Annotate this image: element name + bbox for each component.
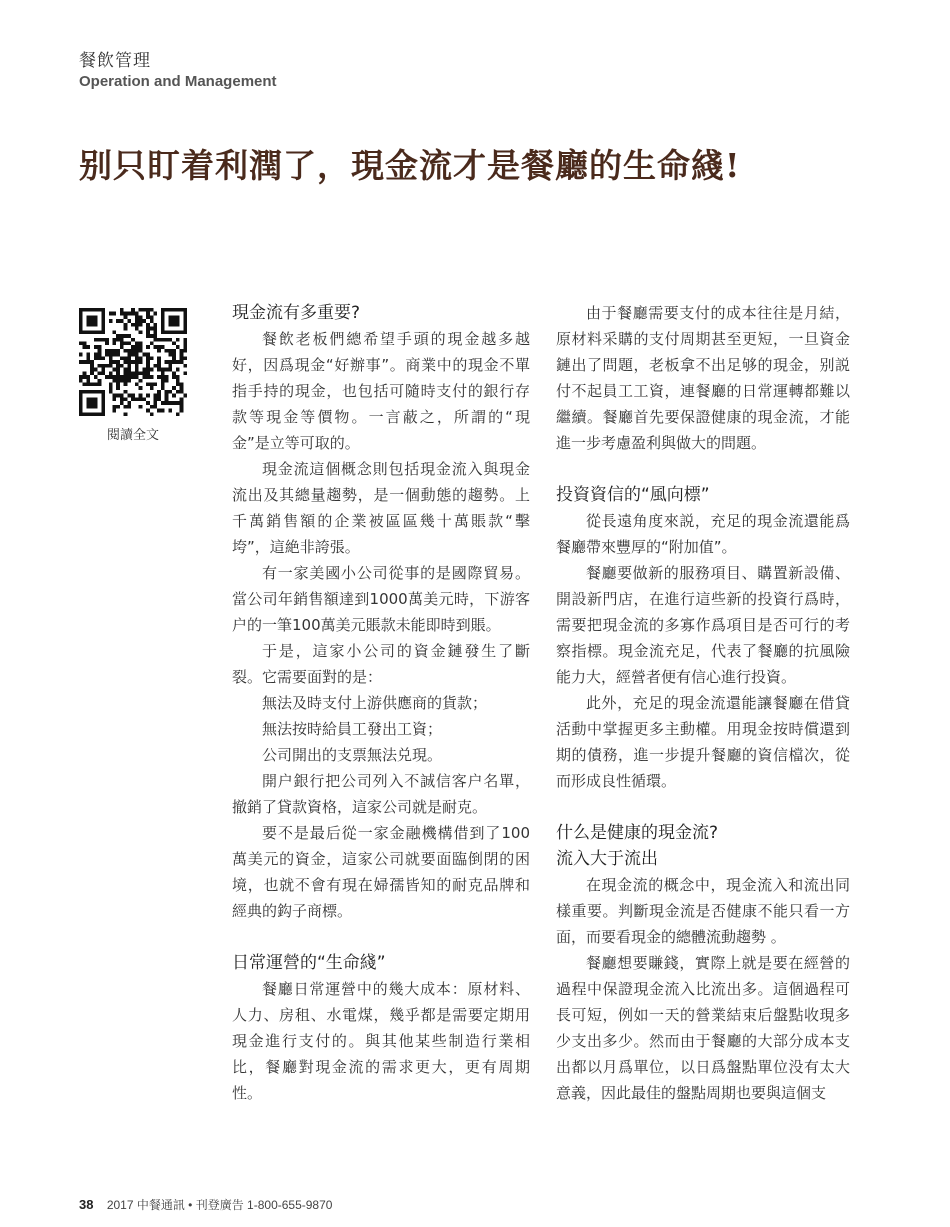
footer-text: 2017 中餐通訊 • 刊登廣告 1-800-655-9870: [106, 1198, 333, 1212]
paragraph: 于是，這家小公司的資金鏈發生了斷裂。它需要面對的是：: [232, 642, 530, 686]
paragraph: 在現金流的概念中，現金流入和流出同樣重要。判斷現金流是否健康不能只看一方面，而要看現金的總體流動趨勢 。: [556, 876, 850, 946]
list-item: 無法按時給員工發出工資；: [262, 720, 443, 738]
paragraph: 由于餐廳需要支付的成本往往是月結，原材料采購的支付周期甚至更短，一旦資金鏈出了問題，老板拿不出足够的現金，别説付不起員工工資，連餐廳的日常運轉都難以繼續。餐廳首先要保證健康的現金流，才能進一步考慮盈利與做大的問題。: [556, 304, 850, 452]
page-number: 38: [79, 1197, 94, 1212]
qr-label: 閱讀全文: [106, 428, 159, 443]
section-label-chinese: 餐飲管理: [79, 51, 151, 71]
article-column-left: [232, 300, 530, 1106]
page-footer: [79, 1196, 332, 1213]
heading-healthy-cash-flow: 什么是健康的現金流?: [556, 823, 719, 843]
paragraph: 餐廳要做新的服務項目、購置新設備、開設新門店，在進行這些新的投資行爲時，需要把現金流的多寡作爲項目是否可行的考察指標。現金流充足，代表了餐廳的抗風險能力大，經營者便有信心進行投資。: [556, 564, 850, 686]
section-label-english: Operation and Management: [79, 73, 277, 90]
paragraph: 現金流這個概念則包括現金流入與現金流出及其總量趨勢，是一個動態的趨勢。上千萬銷售額的企業被區區幾十萬賬款“擊垮”，這絶非誇張。: [232, 460, 530, 556]
paragraph: 餐廳想要賺錢，實際上就是要在經營的過程中保證現金流入比流出多。這個過程可長可短，例如一天的營業結束后盤點收現多少支出多少。然而由于餐廳的大部分成本支出都以月爲單位，以日爲盤點單位没有太大意義，因此最佳的盤點周期也要與這個支: [556, 954, 850, 1102]
paragraph: 從長遠角度來説，充足的現金流還能爲餐廳帶來豐厚的“附加值”。: [556, 512, 850, 556]
list-item: 公司開出的支票無法兑現。: [262, 746, 443, 764]
list-item: 無法及時支付上游供應商的貨款；: [262, 694, 488, 712]
heading-daily-lifeline: 日常運營的“生命綫”: [232, 953, 386, 973]
qr-code-icon[interactable]: [79, 308, 187, 416]
subheading-inflow-greater: 流入大于流出: [556, 849, 658, 869]
heading-cash-flow-importance: 現金流有多重要?: [232, 303, 361, 323]
heading-investment-credit: 投資資信的“風向標”: [556, 485, 710, 505]
paragraph: 有一家美國小公司從事的是國際貿易。當公司年銷售額達到1000萬美元時，下游客户的一筆100萬美元賬款未能即時到賬。: [232, 564, 530, 634]
paragraph: 要不是最后從一家金融機構借到了100萬美元的資金，這家公司就要面臨倒閉的困境，也就不會有現在婦孺皆知的耐克品牌和經典的鈎子商標。: [232, 824, 530, 920]
article-title: 别只盯着利潤了，現金流才是餐廳的生命綫!: [79, 146, 741, 185]
paragraph: 餐廳日常運營中的幾大成本：原材料、人力、房租、水電煤，幾乎都是需要定期用現金進行支付的。與其他某些制造行業相比，餐廳對現金流的需求更大，更有周期性。: [232, 980, 530, 1102]
article-column-right: [556, 300, 850, 1106]
paragraph: 餐飲老板們總希望手頭的現金越多越好，因爲現金“好辦事”。商業中的現金不單指手持的現金，也包括可隨時支付的銀行存款等現金等價物。一言蔽之，所謂的“現金”是立等可取的。: [232, 330, 530, 452]
paragraph: 此外，充足的現金流還能讓餐廳在借貸活動中掌握更多主動權。用現金按時償還到期的債務，進一步提升餐廳的資信檔次，從而形成良性循環。: [556, 694, 850, 790]
paragraph: 開户銀行把公司列入不誠信客户名單，撤銷了貸款資格，這家公司就是耐克。: [232, 772, 530, 816]
qr-block: [79, 308, 187, 443]
